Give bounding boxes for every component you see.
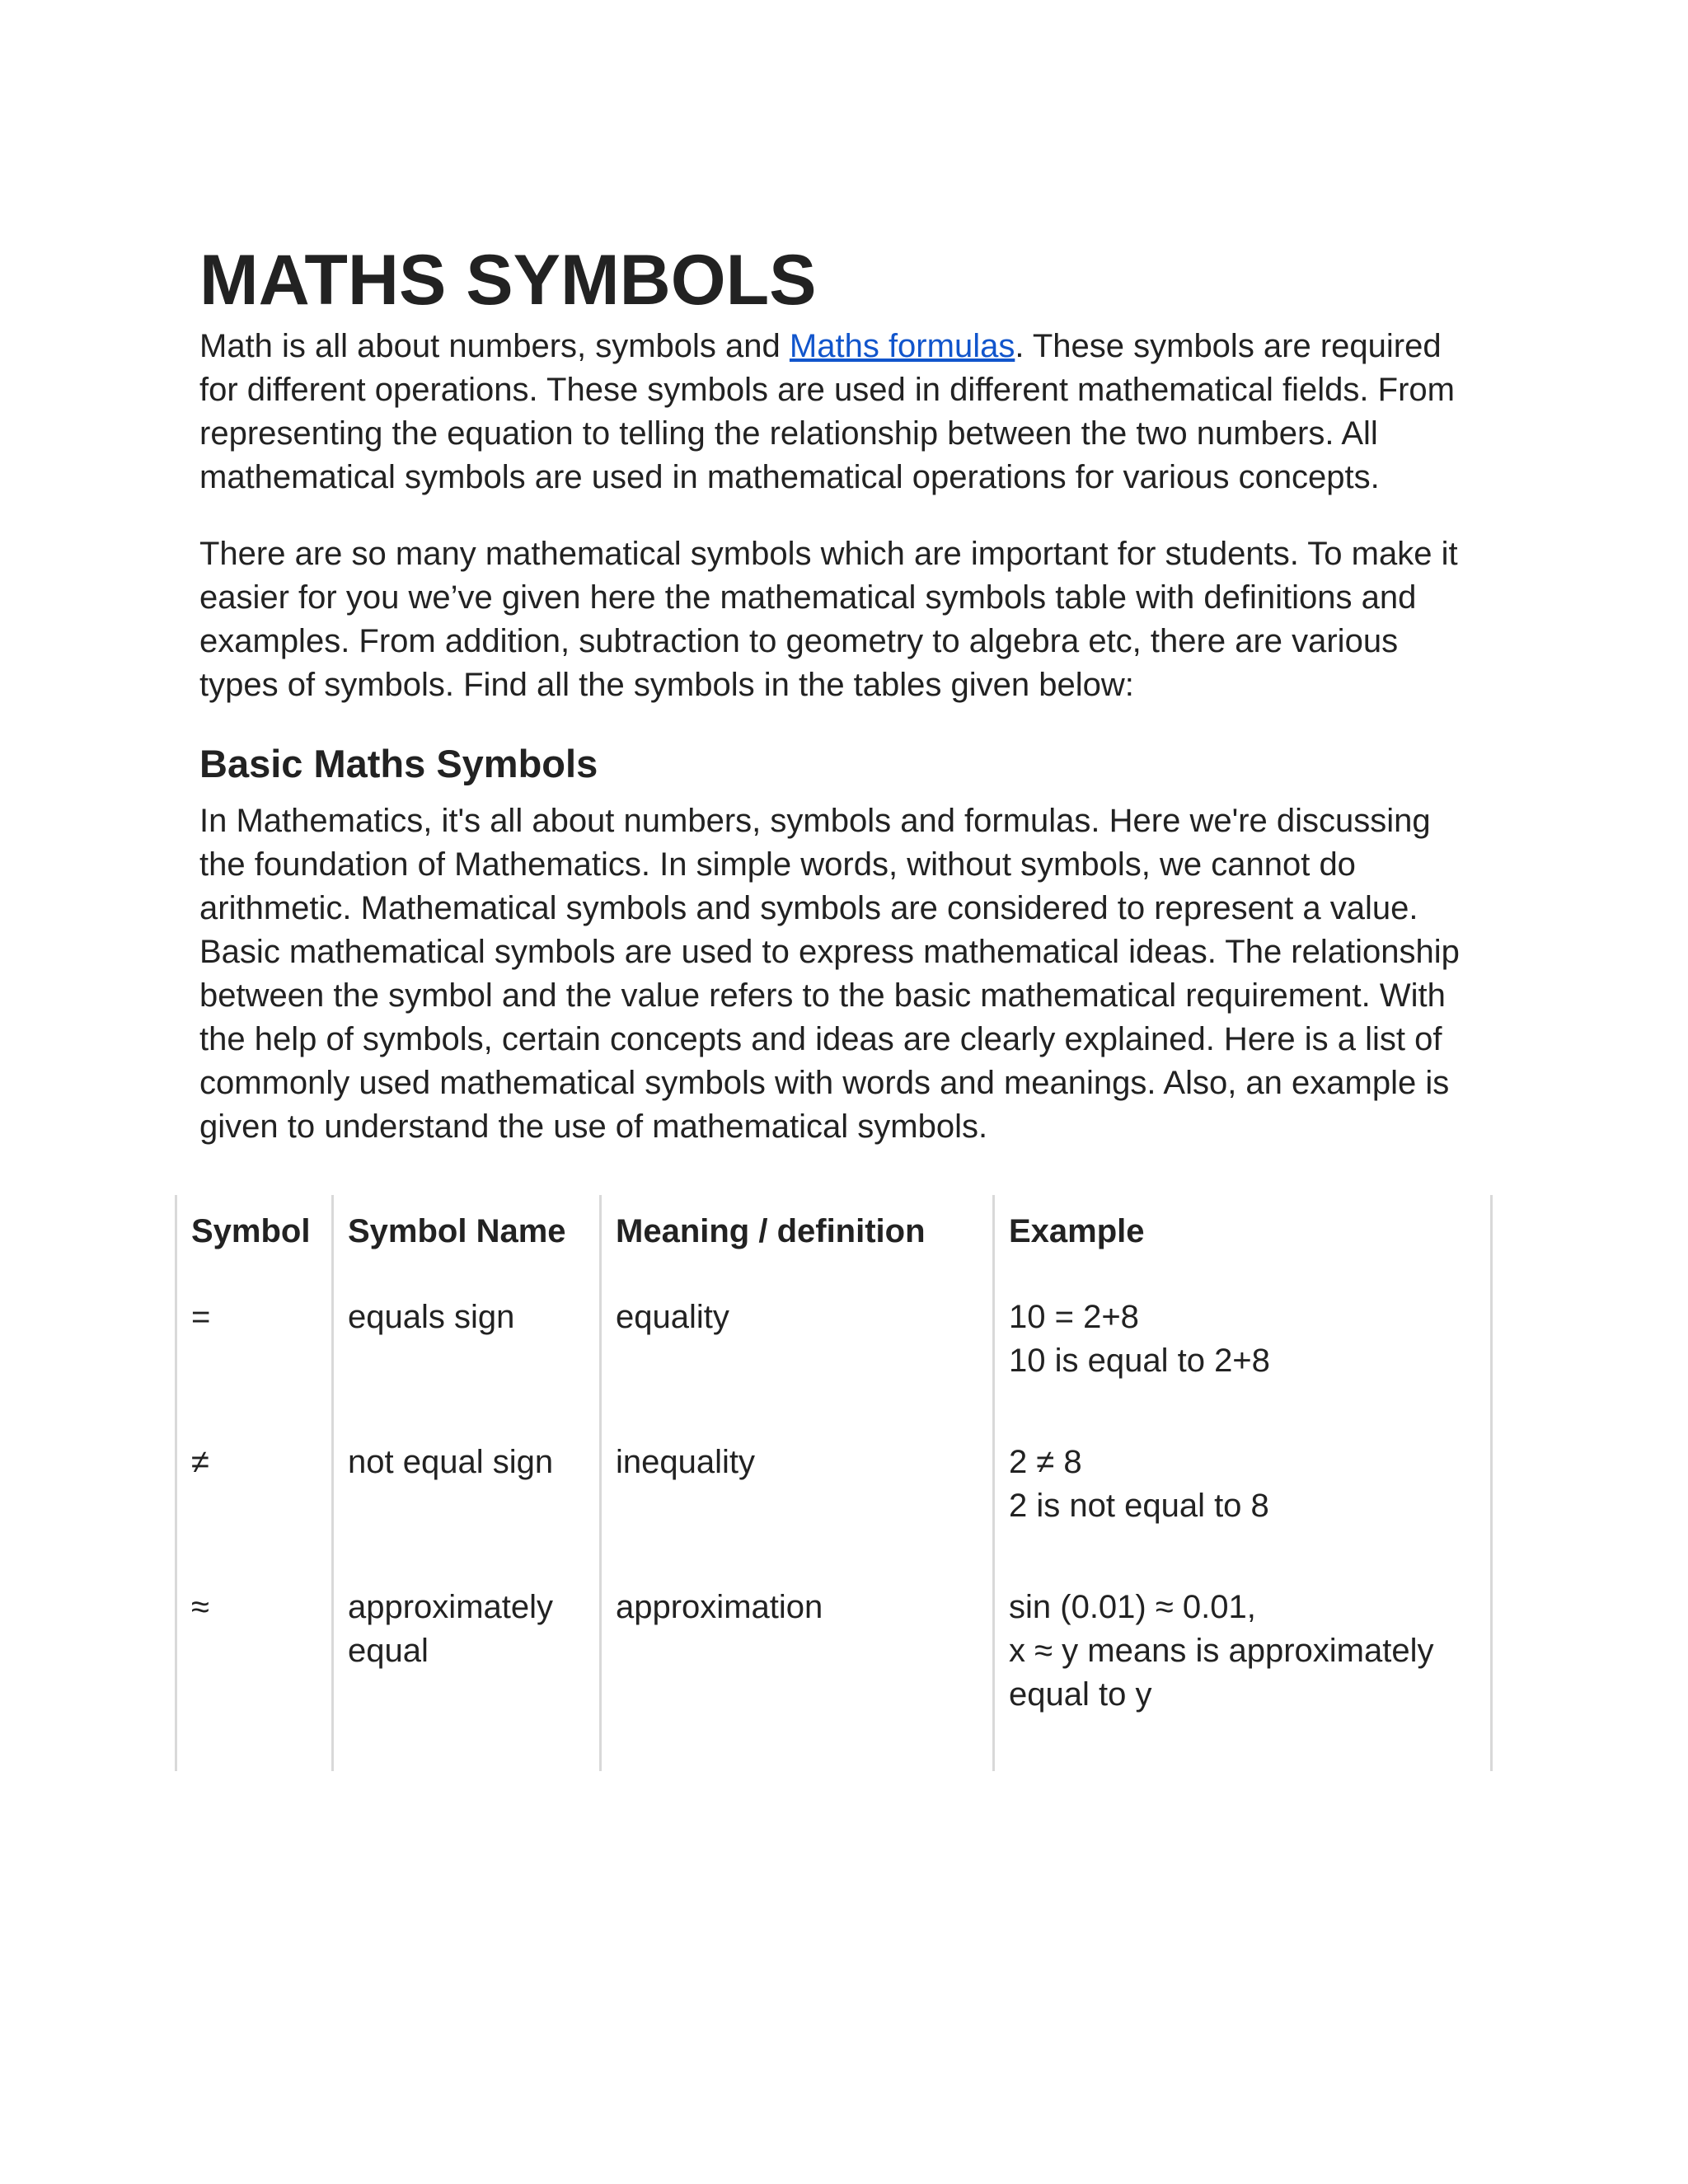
cell-meaning: approximation: [601, 1586, 994, 1771]
cell-meaning: inequality: [601, 1441, 994, 1586]
example-line: 10 is equal to 2+8: [1009, 1343, 1270, 1379]
intro-text-end: . These symbols are required for different operations. These symbols are used in different mathematical fields. From representing the equation to telling the relationship between the two numbers. All mathematical symbols are used in mathematical operations for various concepts.: [199, 328, 1455, 495]
table-header-row: [176, 1195, 1492, 1296]
cell-name: approximately equal: [333, 1586, 601, 1771]
document-page: [199, 239, 1485, 1182]
intro-text-start: Math is all about numbers, symbols and: [199, 328, 790, 364]
symbols-table: [175, 1195, 1493, 1771]
header-symbol-name: Symbol Name: [333, 1195, 601, 1296]
page-title: MATHS SYMBOLS: [199, 241, 817, 320]
header-meaning: Meaning / definition: [601, 1195, 994, 1296]
table-row: [176, 1441, 1492, 1586]
symbols-table-container: [175, 1195, 1490, 1830]
cell-name: equals sign: [333, 1296, 601, 1441]
example-line: 2 is not equal to 8: [1009, 1488, 1269, 1524]
cell-example: [994, 1586, 1492, 1771]
cell-symbol: =: [176, 1296, 333, 1441]
table-row: [176, 1296, 1492, 1441]
cell-meaning: equality: [601, 1296, 994, 1441]
example-line: 2 ≠ 8: [1009, 1444, 1082, 1480]
example-line: 10 = 2+8: [1009, 1299, 1139, 1335]
cell-example: [994, 1441, 1492, 1586]
cell-example: [994, 1296, 1492, 1441]
table-row: [176, 1586, 1492, 1771]
cell-name: not equal sign: [333, 1441, 601, 1586]
intro-paragraph: [199, 325, 1485, 499]
maths-formulas-link[interactable]: Maths formulas: [789, 328, 1015, 364]
second-paragraph: There are so many mathematical symbols which are important for students. To make it easier for you we’ve given here the mathematical symbols table with definitions and examples. From addition, subtraction to geometry to algebra etc, there are various types of symbols. Find all the symbols in the tables given below:: [199, 536, 1458, 703]
section-heading: Basic Maths Symbols: [199, 742, 598, 785]
cell-symbol: ≈: [176, 1586, 333, 1771]
example-line: sin (0.01) ≈ 0.01,: [1009, 1589, 1256, 1625]
example-line: x ≈ y means is approximately equal to y: [1009, 1633, 1434, 1713]
header-symbol: Symbol: [176, 1195, 333, 1296]
section-body: In Mathematics, it's all about numbers, symbols and formulas. Here we're discussing the foundation of Mathematics. In simple words, without symbols, we cannot do arithmetic. Mathematical symbols and symbols are considered to represent a value. Basic mathematical symbols are used to express mathematical ideas. The relationship between the symbol and the value refers to the basic mathematical requirement. With the help of symbols, certain concepts and ideas are clearly explained. Here is a list of commonly used mathematical symbols with words and meanings. Also, an example is given to understand the use of mathematical symbols.: [199, 803, 1460, 1145]
cell-symbol: ≠: [176, 1441, 333, 1586]
header-example: Example: [994, 1195, 1492, 1296]
